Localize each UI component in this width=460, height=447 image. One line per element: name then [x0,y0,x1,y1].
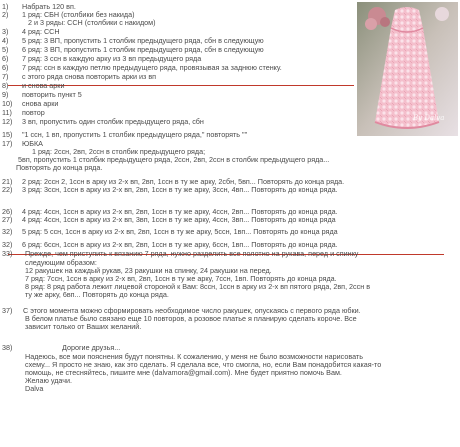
step-text: схему... Я просто не знаю, как это сделать. Я сделала все, что смогла, но, если Вам понадобится какая-то [25,360,382,369]
step-number: 37) [2,306,13,315]
step-text: 6 ряд: 3 ВП, пропустить 1 столбик предыдущего ряда, сбн в следующую [22,45,264,54]
step-number: 10) [2,99,13,108]
step-number: 1) [2,2,9,11]
step-number: 22) [2,185,13,194]
step-number: 9) [2,90,9,99]
step-number: 7) [2,72,9,81]
photo-watermark: By Dalva [413,114,445,122]
step-text: В белом платье было связано еще 10 повторов, а розовое платье я планирую сделать короче. Все [25,314,357,323]
step-number: 5) [2,45,9,54]
step-number: 32) [2,227,13,236]
step-text: 4 ряд: 4ссн, 1ссн в арку из 2-х вп, 3вп, 1ссн в ту же арку, 4ссн, 3вп... Повторять до конца ряда [22,215,336,224]
step-number: 6) [2,54,9,63]
step-text: 12 ракушек на каждый рукав, 23 ракушки на спинку, 24 ракушки на перед. [25,266,272,275]
step-number: 17) [2,139,13,148]
step-text: 6 ряд: 6ссн, 1ссн в арку из 2-х вп, 2вп, 1ссн в ту же арку, 6ссн, 1вп... Повторять до конца ряда. [22,240,338,249]
dress-photo [357,2,458,136]
step-text: с этого ряда снова повторить арки из вп [22,72,157,81]
step-text: 5 ряд: 3 ВП, пропустить 1 столбик предыдущего ряда, сбн в следующую [22,36,264,45]
step-number: 3) [2,27,9,36]
step-text: повторить пункт 5 [22,90,82,99]
step-number: 6) [2,63,9,72]
step-text: ту же арку, 6вп... Повторять до конца ряда. [25,290,169,299]
step-text: "1 ссн, 1 вп, пропустить 1 столбик предыдущего ряда," повторять "" [22,130,248,139]
step-number: 8) [2,81,9,90]
step-text: 4 ряд: 4ссн, 1ссн в арку из 2-х вп, 2вп, 1ссн в ту же арку, 4ссн, 2вп... Повторять до конца ряда. [22,207,338,216]
step-number: 33) [2,249,13,258]
step-number: 2) [2,10,9,19]
step-text: Dalva [25,384,44,393]
step-text: С этого момента можно сформировать необходимое число ракушек, опускаясь с первого ряда юбки. [23,306,361,315]
step-text: 2 ряд: 2ссн 2, 1ссн в арку из 2-х вп, 2вп, 1ссн в ту же арку, 2сбн, 5вп... Повторять до конца ряда. [22,177,345,186]
step-number: 11) [2,108,12,117]
step-number: 4) [2,36,9,45]
step-text: Желаю удачи. [25,376,73,385]
step-number: 27) [2,215,13,224]
step-text: Надеюсь, все мои пояснения будут понятны. К сожалению, у меня не было возможности нарисовать [25,352,363,361]
step-number: 38) [2,343,13,352]
step-text: 3 ряд: 3ссн, 1ссн в арку из 2-х вп, 2вп, 1ссн в ту же арку, 3ссн, 4вп... Повторять до конца ряда. [22,185,338,194]
step-number: 26) [2,207,13,216]
step-text: и снова арки [22,81,65,90]
step-number: 15) [2,130,13,139]
step-text: Прежде, чем приступить к вязанию 7 ряда, нужно разделить все полотно на рукава, перед и спинку [25,249,359,258]
step-text: Дорогие друзья... [62,343,121,352]
step-text: 1 ряд: 2ссн, 2вп, 2ссн в столбик предыдущего ряда; [32,147,206,156]
step-text: 5 ряд: 5 ссн, 1ссн в арку из 2-х вп, 2вп, 1ссн в ту же арку, 5ссн, 1вп... Повторять до конца ряда [22,227,338,236]
step-number: 12) [2,117,13,126]
step-text: Набрать 120 вп. [22,2,76,11]
step-text: зависит только от Ваших желаний. [25,322,142,331]
step-text: 5вп, пропустить 1 столбик предыдущего ряда, 2ссн, 2вп, 2ссн в столбик предыдущего ряда... [18,155,330,164]
step-text: ЮБКА [22,139,43,148]
step-text: 4 ряд: ССН [22,27,60,36]
step-text: снова арки [22,99,59,108]
step-number: 21) [2,177,13,186]
step-text: помощь, не стесняйтесь, пишите мне (dalvamora@gmail.com). Мне будет приятно помочь Вам. [25,368,342,377]
step-text: 8 ряд: 8 ряд работа лежит лицевой стороной к Вам: 8ссн, 1ссн в арку из 2-х вп пятого ряда, 2вп, 2ссн в [25,282,371,291]
step-text: 7 ряд: ссн в каждую петлю предыдущего ряда, провязывая за заднюю стенку. [22,63,282,72]
step-number: 32) [2,240,13,249]
step-text: повтор [22,108,45,117]
step-text: 7 ряд: 3 ссн в каждую арку из 3 вп предыдущего ряда [22,54,202,63]
step-text: Повторять до конца ряда. [16,163,103,172]
step-text: 1 ряд: СБН (столбики без накида) [22,10,135,19]
step-text: следующим образом: [25,258,97,267]
step-text: 3 вп, пропустить один столбик предыдущего ряда, сбн [22,117,204,126]
step-text: 2 и 3 ряды: ССН (столбики с накидом) [28,18,156,27]
step-text: 7 ряд: 7ссн, 1ссн в арку из 2-х вп, 2вп, 1ссн в ту же арку, 7ссн, 1вп. Повторять до конца ряда. [25,274,337,283]
